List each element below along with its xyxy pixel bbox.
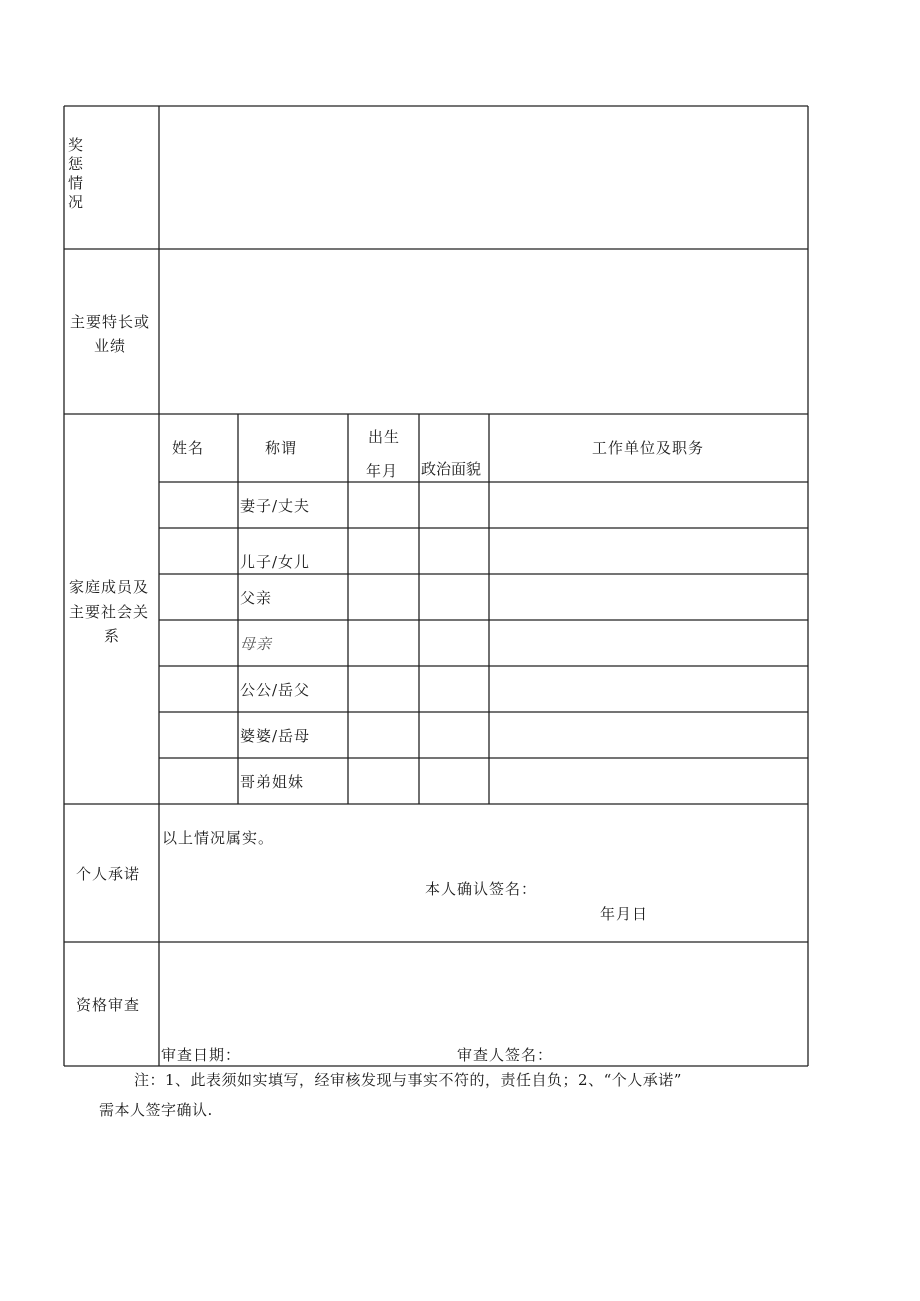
specialty-label-line2: 业绩 bbox=[94, 337, 127, 355]
awards-content-cell[interactable] bbox=[162, 108, 806, 247]
pledge-label: 个人承诺 bbox=[76, 865, 141, 883]
pledge-signature-label: 本人确认签名： bbox=[425, 880, 538, 898]
awards-label-char: 奖 bbox=[68, 136, 84, 154]
header-relation: 称谓 bbox=[265, 439, 298, 457]
family-label-line1: 家庭成员及 bbox=[69, 578, 150, 596]
awards-label-char: 况 bbox=[68, 193, 84, 211]
family-row-relation: 母亲 bbox=[240, 635, 273, 653]
review-signer-label: 审查人签名： bbox=[457, 1046, 554, 1064]
review-date-label: 审查日期： bbox=[161, 1046, 242, 1064]
family-row-relation: 公公/岳父 bbox=[240, 681, 311, 699]
header-politics: 政治面貌 bbox=[421, 460, 482, 478]
family-row-relation: 儿子/女儿 bbox=[240, 553, 311, 571]
header-birth-line1: 出生 bbox=[368, 428, 401, 446]
header-birth-line2: 年月 bbox=[366, 462, 399, 480]
specialty-content-cell[interactable] bbox=[162, 251, 806, 412]
pledge-date-label: 年月日 bbox=[600, 905, 649, 923]
family-row-relation: 妻子/丈夫 bbox=[240, 497, 311, 515]
header-name: 姓名 bbox=[172, 439, 205, 457]
family-row-relation: 哥弟姐妹 bbox=[240, 773, 305, 791]
family-label-line2: 主要社会关 bbox=[69, 603, 150, 621]
footnote-line1: 注：1、此表须如实填写，经审核发现与事实不符的，责任自负；2、“个人承诺” bbox=[134, 1071, 682, 1089]
family-row-relation: 父亲 bbox=[240, 589, 273, 607]
awards-label bbox=[68, 136, 88, 212]
family-label-line3: 系 bbox=[104, 627, 121, 645]
pledge-statement: 以上情况属实。 bbox=[162, 829, 275, 847]
family-row-relation: 婆婆/岳母 bbox=[240, 727, 311, 745]
awards-label-char: 惩 bbox=[68, 155, 84, 173]
footnote-line2: 需本人签字确认. bbox=[99, 1101, 213, 1119]
header-work: 工作单位及职务 bbox=[592, 439, 705, 457]
specialty-label-line1: 主要特长或 bbox=[70, 313, 151, 331]
awards-label-char: 情 bbox=[68, 174, 84, 192]
review-label: 资格审查 bbox=[76, 996, 141, 1014]
